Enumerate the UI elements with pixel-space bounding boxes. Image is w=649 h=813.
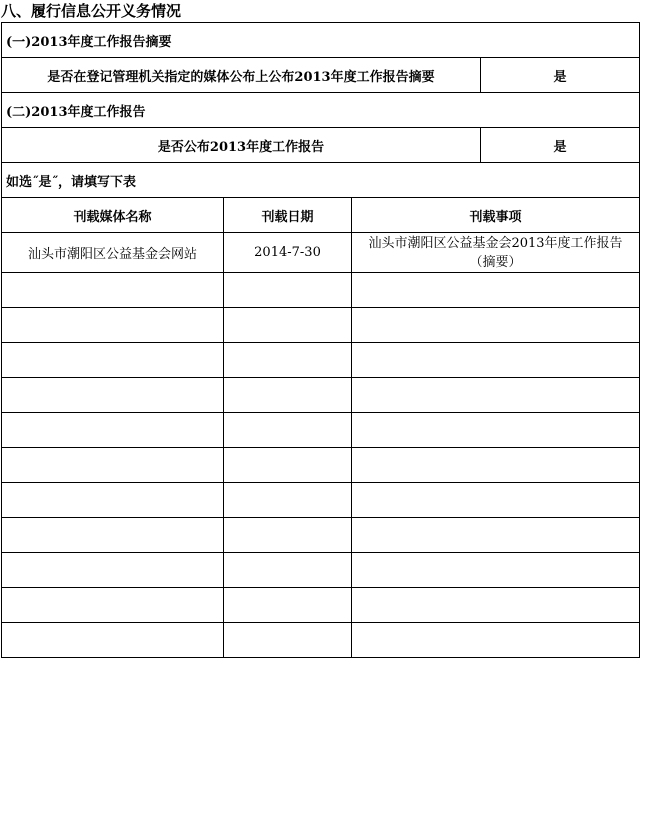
- section2-question: 是否公布2013年度工作报告: [2, 128, 481, 163]
- table-row: [2, 448, 640, 483]
- cell-date[interactable]: [224, 448, 352, 483]
- section1-question: 是否在登记管理机关指定的媒体公布上公布2013年度工作报告摘要: [2, 58, 481, 93]
- cell-date[interactable]: 2014-7-30: [224, 233, 352, 273]
- cell-date[interactable]: [224, 378, 352, 413]
- section2-header: (二)2013年度工作报告: [2, 93, 640, 128]
- table-row: [2, 378, 640, 413]
- section1-header: (一)2013年度工作报告摘要: [2, 23, 640, 58]
- cell-item[interactable]: [352, 623, 640, 658]
- cell-item[interactable]: [352, 378, 640, 413]
- cell-media[interactable]: [2, 273, 224, 308]
- page-title: 八、履行信息公开义务情况: [1, 2, 182, 20]
- cell-date[interactable]: [224, 273, 352, 308]
- cell-media[interactable]: [2, 518, 224, 553]
- cell-item[interactable]: [352, 553, 640, 588]
- cell-media[interactable]: [2, 378, 224, 413]
- table-row: [2, 273, 640, 308]
- cell-date[interactable]: [224, 483, 352, 518]
- cell-item[interactable]: [352, 308, 640, 343]
- column-header-media: 刊载媒体名称: [2, 198, 224, 233]
- cell-item[interactable]: [352, 483, 640, 518]
- cell-media[interactable]: [2, 588, 224, 623]
- cell-item[interactable]: [352, 448, 640, 483]
- cell-date[interactable]: [224, 413, 352, 448]
- table-row: [2, 483, 640, 518]
- cell-media[interactable]: [2, 553, 224, 588]
- cell-date[interactable]: [224, 308, 352, 343]
- cell-date[interactable]: [224, 343, 352, 378]
- section2-answer[interactable]: 是: [481, 128, 640, 163]
- instruction-text: 如选˝是˝，请填写下表: [2, 163, 640, 198]
- cell-media[interactable]: [2, 483, 224, 518]
- cell-date[interactable]: [224, 553, 352, 588]
- section1-answer[interactable]: 是: [481, 58, 640, 93]
- cell-item[interactable]: [352, 343, 640, 378]
- cell-item[interactable]: [352, 273, 640, 308]
- cell-item[interactable]: [352, 588, 640, 623]
- table-row: [2, 308, 640, 343]
- disclosure-table: [1, 22, 640, 658]
- cell-media[interactable]: 汕头市潮阳区公益基金会网站: [2, 233, 224, 273]
- table-row: [2, 343, 640, 378]
- table-row: [2, 233, 640, 273]
- cell-date[interactable]: [224, 623, 352, 658]
- cell-media[interactable]: [2, 623, 224, 658]
- cell-date[interactable]: [224, 588, 352, 623]
- table-row: [2, 623, 640, 658]
- table-row: [2, 588, 640, 623]
- table-row: [2, 553, 640, 588]
- cell-date[interactable]: [224, 518, 352, 553]
- cell-media[interactable]: [2, 448, 224, 483]
- cell-item[interactable]: [352, 518, 640, 553]
- column-header-date: 刊载日期: [224, 198, 352, 233]
- table-row: [2, 413, 640, 448]
- cell-media[interactable]: [2, 413, 224, 448]
- column-header-item: 刊载事项: [352, 198, 640, 233]
- cell-media[interactable]: [2, 343, 224, 378]
- cell-media[interactable]: [2, 308, 224, 343]
- cell-item[interactable]: [352, 413, 640, 448]
- table-row: [2, 518, 640, 553]
- cell-item[interactable]: 汕头市潮阳区公益基金会2013年度工作报告（摘要）: [352, 233, 640, 273]
